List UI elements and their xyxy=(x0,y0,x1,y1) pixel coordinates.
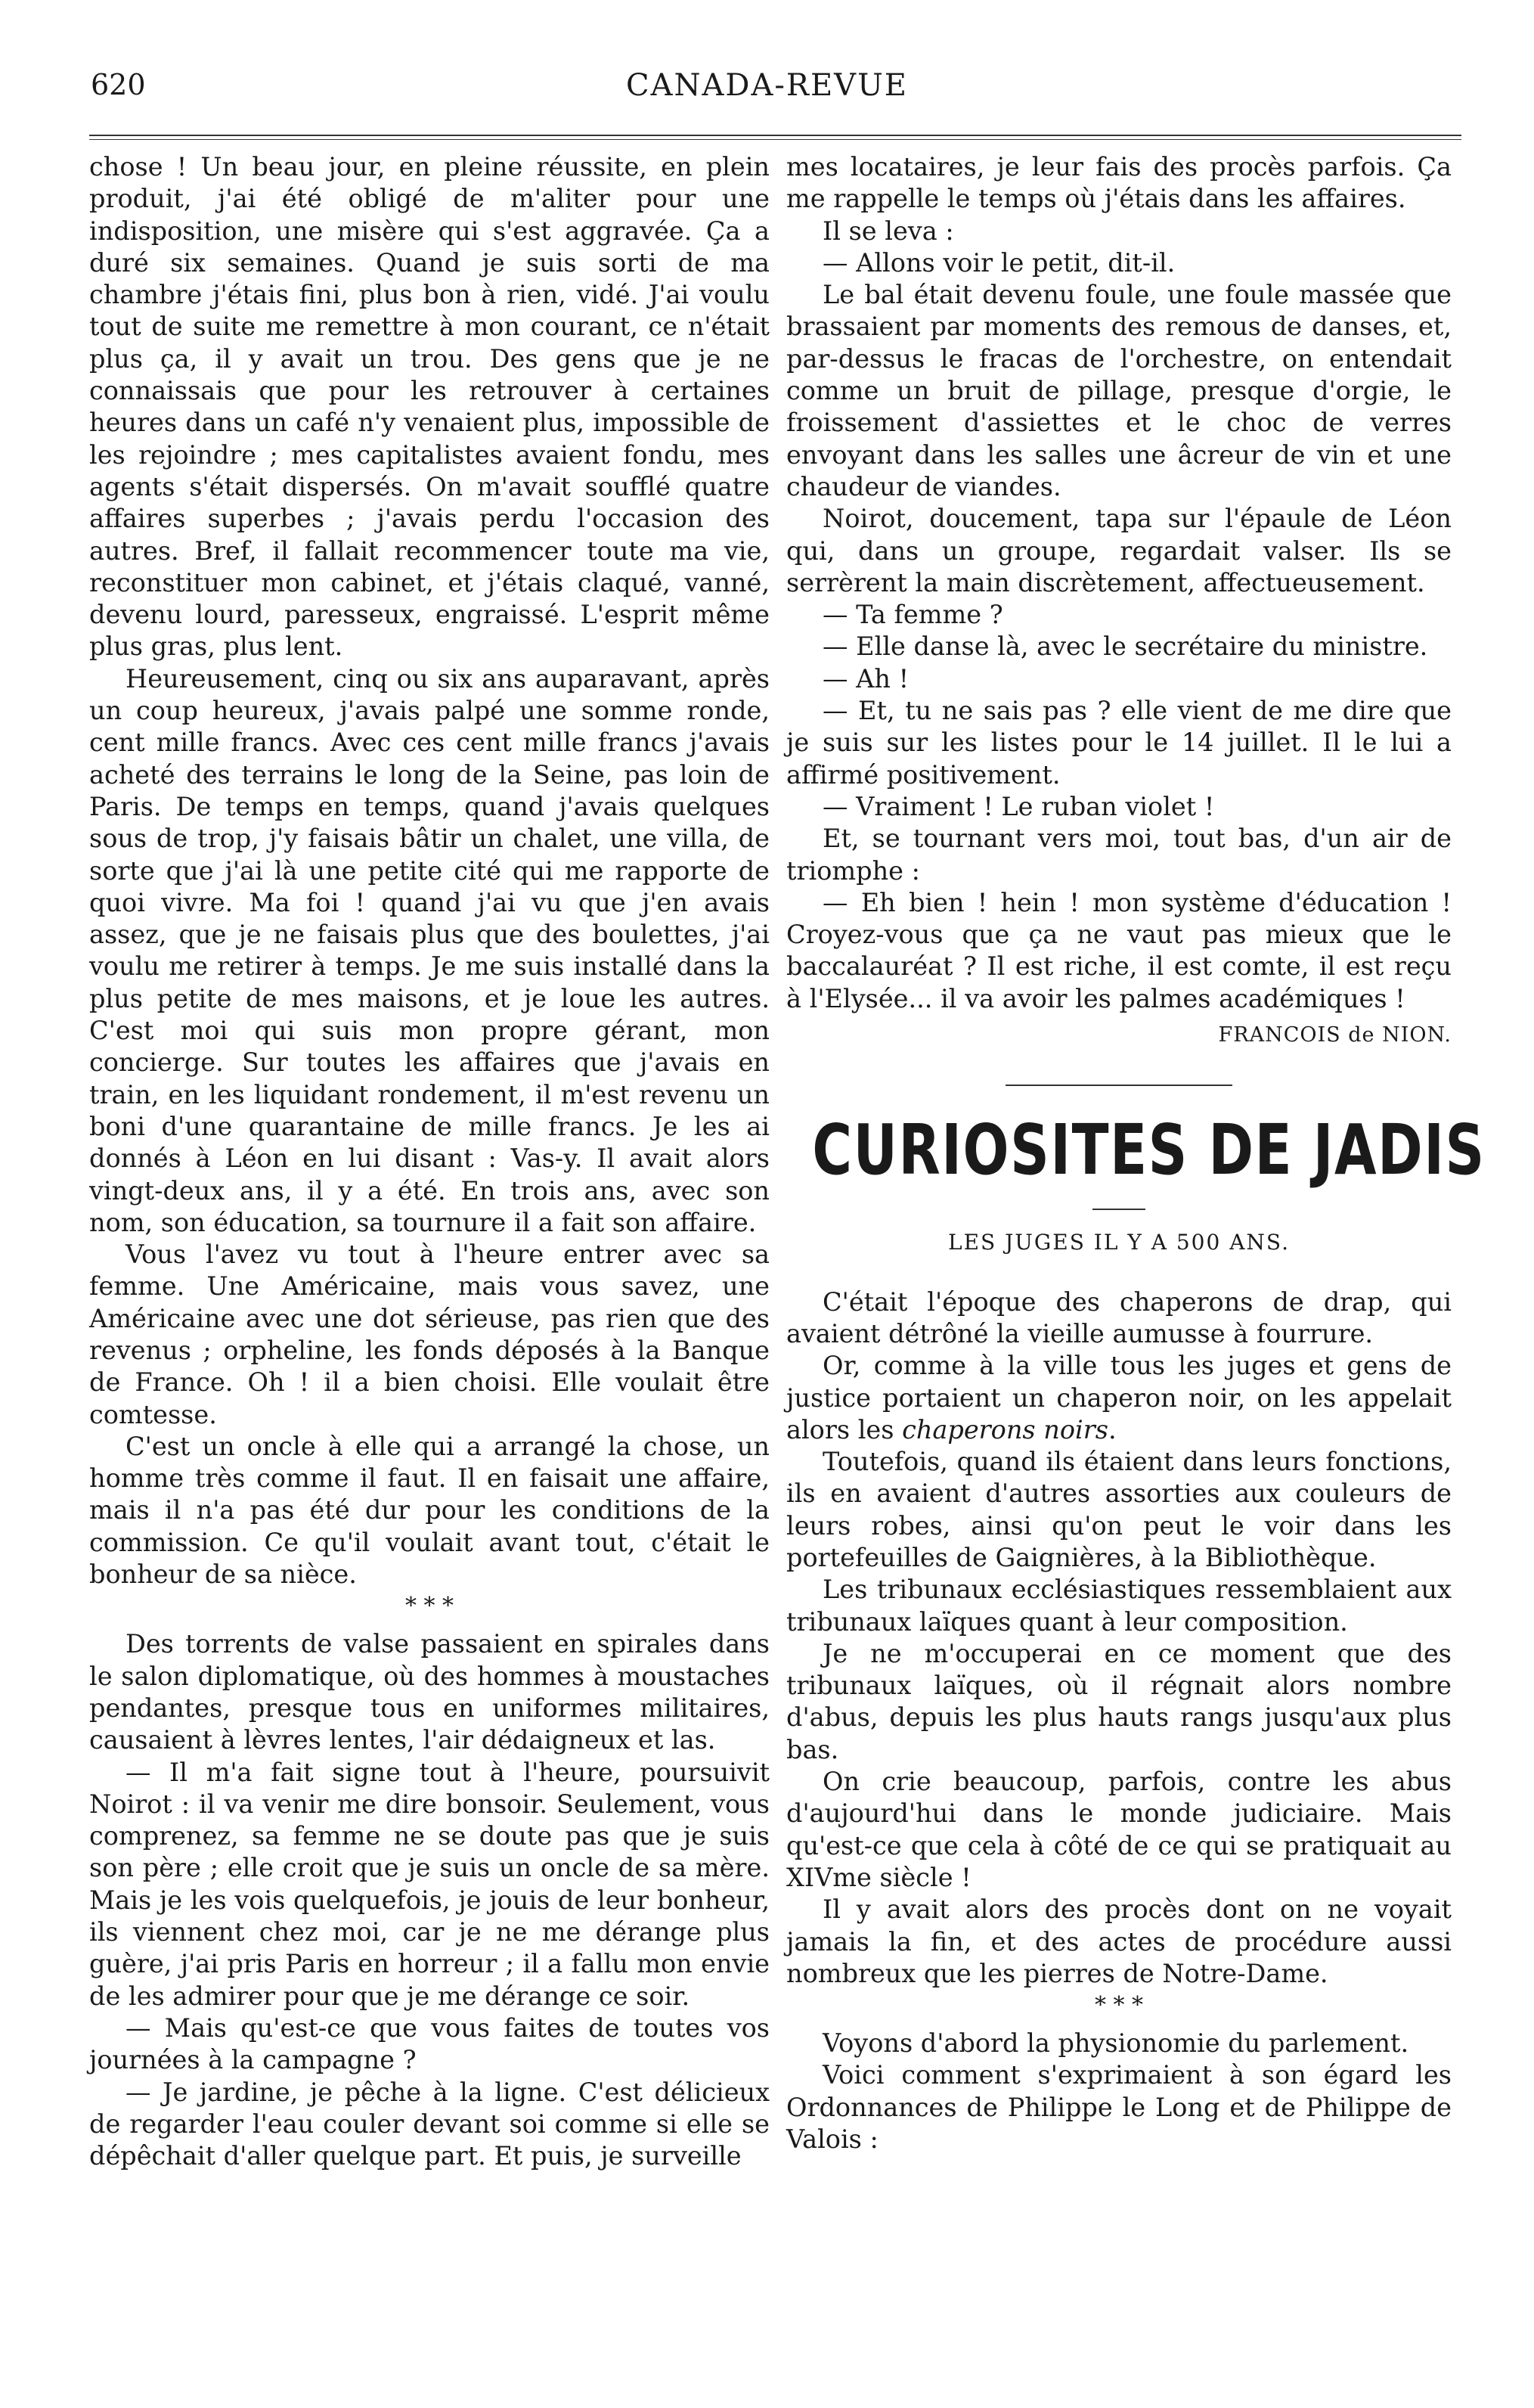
page-number: 620 xyxy=(91,68,146,101)
paragraph: Voyons d'abord la physionomie du parlement. xyxy=(823,2028,1409,2059)
page-header xyxy=(91,68,1443,121)
text-run: Or, comme à la ville tous les juges et gens de justice portaient un chaperon noir, on les appelait alors les xyxy=(786,1351,1452,1444)
paragraph: chose ! Un beau jour, en pleine réussite, en plein produit, j'ai été obligé de m'aliter pour une indisposition, une misère qui s'est aggravée. Ça a duré six semaines. Quand je suis sorti de ma chambre j'étais fini, plus bon à rien, vidé. J'ai voulu tout de suite me remettre à mon courant, ce n'était plus ça, il y avait un trou. Des gens que je ne connaissais que pour les retrouver à certaines heures dans un café n'y venaient plus, impossible de les rejoindre ; mes capitalistes avaient fondu, mes agents s'était dispersés. On m'avait soufflé quatre affaires superbes ; j'avais perdu l'occasion des autres. Bref, il fallait recommencer toute ma vie, reconstituer mon cabinet, et j'étais claqué, vanné, devenu lourd, paresseux, engraissé. L'esprit même plus gras, plus lent. xyxy=(89,152,770,662)
section-separator-stars: * * * xyxy=(1094,1992,1144,2019)
paragraph: Et, se tournant vers moi, tout bas, d'un air de triomphe : xyxy=(786,824,1452,886)
section-title: CURIOSITES DE JADIS xyxy=(812,1109,1486,1191)
journal-title: CANADA-REVUE xyxy=(626,68,908,103)
paragraph: Heureusement, cinq ou six ans auparavant, après un coup heureux, j'avais palpé une somme ronde, cent mille francs. Avec ces cent mille francs j'avais acheté des terrains le long de la Seine, pas loin de Paris. De temps en temps, quand j'avais quelques sous de trop, j'y faisais bâtir un chalet, une villa, de sorte que j'ai là une petite cité qui me rapporte de quoi vivre. Ma foi ! quand j'ai vu que j'en avais assez, que je ne faisais plus que des boulettes, j'ai voulu me retirer à temps. Je me suis installé dans la plus petite de mes maisons, et je loue les autres. C'est moi qui suis mon propre gérant, mon concierge. Sur toutes les affaires que j'avais en train, en les liquidant rondement, il m'est revenu un boni d'une quarantaine de mille francs. Je les ai donnés à Léon en lui disant : Vas-y. Il avait alors vingt-deux ans, il y a été. En trois ans, avec son nom, son éducation, sa tournure il a fait son affaire. xyxy=(89,663,770,1237)
article-divider xyxy=(1006,1085,1232,1086)
paragraph: C'était l'époque des chaperons de drap, qui avaient détrôné la vieille aumusse à fourrure. xyxy=(786,1286,1452,1348)
section-separator-stars: * * * xyxy=(404,1593,454,1620)
paragraph: Il se leva : xyxy=(823,216,954,246)
paragraph: — Ah ! xyxy=(823,663,910,694)
title-divider xyxy=(1092,1209,1145,1210)
paragraph: mes locataires, je leur fais des procès parfois. Ça me rappelle le temps où j'étais dans les affaires. xyxy=(786,152,1452,214)
paragraph: On crie beaucoup, parfois, contre les abus d'aujourd'hui dans le monde judiciaire. Mais qu'est-ce que cela à côté de ce qui se pratiquait au XIVme siècle ! xyxy=(786,1767,1452,1892)
paragraph: C'est un oncle à elle qui a arrangé la chose, un homme très comme il faut. Il en faisait une affaire, mais il n'a pas été dur pour les conditions de la commission. Ce qu'il voulait avant tout, c'était le bonheur de sa nièce. xyxy=(89,1431,770,1590)
paragraph: Il y avait alors des procès dont on ne voyait jamais la fin, et des actes de procédure aussi nombreux que les pierres de Notre-Dame. xyxy=(786,1894,1452,1988)
header-rule xyxy=(89,135,1461,140)
paragraph: Voici comment s'exprimaient à son égard les Ordonnances de Philippe le Long et de Philippe de Valois : xyxy=(786,2060,1452,2155)
section-subtitle: LES JUGES IL Y A 500 ANS. xyxy=(947,1230,1291,1255)
italic-term: chaperons noirs xyxy=(902,1414,1108,1444)
paragraph: Les tribunaux ecclésiastiques ressemblaient aux tribunaux laïques quant à leur composition. xyxy=(786,1575,1452,1637)
paragraph: — Et, tu ne sais pas ? elle vient de me dire que je suis sur les listes pour le 14 juillet. Il le lui a affirmé positivement. xyxy=(786,696,1452,790)
paragraph: — Mais qu'est-ce que vous faites de toutes vos journées à la campagne ? xyxy=(89,2012,770,2075)
paragraph: — Ta femme ? xyxy=(823,600,1003,630)
paragraph: Le bal était devenu foule, une foule massée que brassaient par moments des remous de danses, et, par-dessus le fracas de l'orchestre, on entendait comme un bruit de pillage, presque d'orgie, le froissement d'assiettes et le choc de verres envoyant dans les salles une âcreur de vin et une chaudeur de viandes. xyxy=(786,280,1452,501)
left-column xyxy=(89,151,770,2172)
paragraph: — Il m'a fait signe tout à l'heure, poursuivit Noirot : il va venir me dire bonsoir. Seulement, vous comprenez, sa femme ne se doute pas que je suis son père ; elle croit que je suis un oncle de sa mère. Mais je les vois quelquefois, je jouis de leur bonheur, ils viennent chez moi, car je ne me dérange plus guère, j'ai pris Paris en horreur ; il a fallu mon envie de les admirer pour que je me dérange ce soir. xyxy=(89,1757,770,2011)
author-signature: FRANCOIS de NION. xyxy=(1218,1023,1452,1047)
paragraph: Je ne m'occuperai en ce moment que des tribunaux laïques, où il régnait alors nombre d'abus, depuis les plus hauts rangs jusqu'aux plus bas. xyxy=(786,1638,1452,1764)
paragraph: Noirot, doucement, tapa sur l'épaule de Léon qui, dans un groupe, regardait valser. Ils se serrèrent la main discrètement, affectueusement. xyxy=(786,504,1452,597)
paragraph: — Je jardine, je pêche à la ligne. C'est délicieux de regarder l'eau couler devant soi comme si elle se dépêchait d'aller quelque part. Et puis, je surveille xyxy=(89,2077,770,2171)
text-run: . xyxy=(1108,1414,1117,1444)
paragraph: Toutefois, quand ils étaient dans leurs fonctions, ils en avaient d'autres assorties aux couleurs de leurs robes, ainsi qu'on peut le voir dans les portefeuilles de Gaignières, à la Bibliothèque. xyxy=(786,1447,1452,1572)
paragraph: — Vraiment ! Le ruban violet ! xyxy=(823,791,1215,821)
paragraph xyxy=(786,1350,1452,1446)
paragraph: — Allons voir le petit, dit-il. xyxy=(823,247,1176,278)
paragraph: Des torrents de valse passaient en spirales dans le salon diplomatique, où des hommes à moustaches pendantes, presque tous en uniformes militaires, causaient à lèvres lentes, l'air dédaigneux et las. xyxy=(89,1629,770,1755)
paragraph: — Elle danse là, avec le secrétaire du ministre. xyxy=(823,631,1428,662)
paragraph: — Eh bien ! hein ! mon système d'éducation ! Croyez-vous que ça ne vaut pas mieux que le baccalauréat ? Il est riche, il est comte, il est reçu à l'Elysée... il va avoir les palmes académiques ! xyxy=(786,887,1452,1013)
right-column xyxy=(786,151,1486,2155)
paragraph: Vous l'avez vu tout à l'heure entrer avec sa femme. Une Américaine, mais vous savez, une Américaine avec une dot sérieuse, pas rien que des revenus ; orpheline, les fonds déposés à la Banque de France. Oh ! il a bien choisi. Elle voulait être comtesse. xyxy=(89,1240,770,1429)
